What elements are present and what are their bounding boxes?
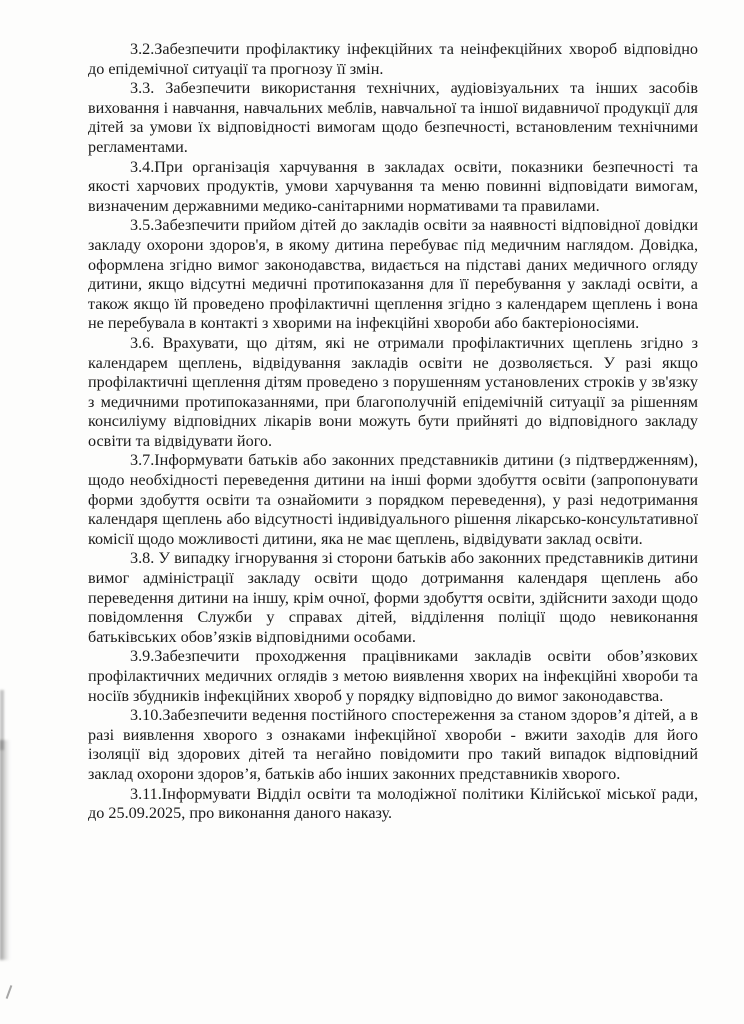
document-body: [88, 40, 698, 824]
paragraph-3-8: 3.8. У випадку ігнорування зі сторони батьків або законних представників дитини вимог адміністрації закладу освіти щодо дотримання календаря щеплень або переведення дитини на іншу, крім очної, форми здобуття освіти, здійснити заходи щодо повідомлення Служби у справах дітей, відділення поліції щодо невиконання батьківських обов’язків відповідними особами.: [88, 549, 698, 646]
paragraph-3-5: 3.5.Забезпечити прийом дітей до закладів освіти за наявності відповідної довідки закладу охорони здоров'я, в якому дитина перебуває під медичним наглядом. Довідка, оформлена згідно вимог законодавства, видається на підставі даних медичного огляду дитини, якщо відсутні медичні протипоказання для її перебування у закладі освіти, а також якщо їй проведено профілактичні щеплення згідно з календарем щеплень і вона не перебувала в контакті з хворими на інфекційні хвороби або бактеріоносіями.: [88, 216, 698, 333]
paragraph-3-2: 3.2.Забезпечити профілактику інфекційних та неінфекційних хвороб відповідно до епідемічної ситуації та прогнозу її змін.: [88, 40, 698, 78]
scan-shadow: [0, 740, 10, 960]
scan-mark: [6, 985, 13, 999]
scan-shadow-upper: [0, 690, 4, 750]
paragraph-3-6: 3.6. Врахувати, що дітям, які не отримали профілактичних щеплень згідно з календарем щеплень, відвідування закладів освіти не дозволяється. У разі якщо профілактичні щеплення дітям проведено з порушенням установлених строків у зв'язку з медичними протипоказаннями, при благополучній епідемічній ситуації за рішенням консиліуму відповідних лікарів вони можуть бути прийняті до відповідного закладу освіти та відвідувати його.: [88, 333, 698, 450]
paragraph-3-10: 3.10.Забезпечити ведення постійного спостереження за станом здоров’я дітей, а в разі виявлення хворого з ознаками інфекційної хвороби - вжити заходів для його ізоляції від здорових дітей та негайно повідомити про такий випадок відповідний заклад охорони здоров’я, батьків або інших законних представників хворого.: [88, 706, 698, 783]
paragraph-3-3: 3.3. Забезпечити використання технічних, аудіовізуальних та інших засобів виховання і навчання, навчальних меблів, навчальної та іншої видавничої продукції для дітей за умови їх відповідності вимогам щодо безпечності, встановленим технічними регламентами.: [88, 79, 698, 156]
paragraph-3-4: 3.4.При організація харчування в закладах освіти, показники безпечності та якості харчових продуктів, умови харчування та меню повинні відповідати вимогам, визначеним державними медико-санітарними нормативами та правилами.: [88, 157, 698, 215]
paragraph-3-9: 3.9.Забезпечити проходження працівниками закладів освіти обов’язкових профілактичних медичних оглядів з метою виявлення хворих на інфекційні хвороби та носіїв збудників інфекційних хвороб у порядку відповідно до вимог законодавства.: [88, 647, 698, 705]
paragraph-3-7: 3.7.Інформувати батьків або законних представників дитини (з підтвердженням), щодо необхідності переведення дитини на інші форми здобуття освіти (запропонувати форми здобуття освіти та ознайомити з порядком переведення), у разі недотримання календаря щеплень або відсутності індивідуального рішення лікарсько-консультативної комісії щодо можливості дитини, яка не має щеплень, відвідувати заклад освіти.: [88, 451, 698, 548]
paragraph-3-11: 3.11.Інформувати Відділ освіти та молодіжної політики Кілійської міської ради, до 25.09.2025, про виконання даного наказу.: [88, 784, 698, 823]
